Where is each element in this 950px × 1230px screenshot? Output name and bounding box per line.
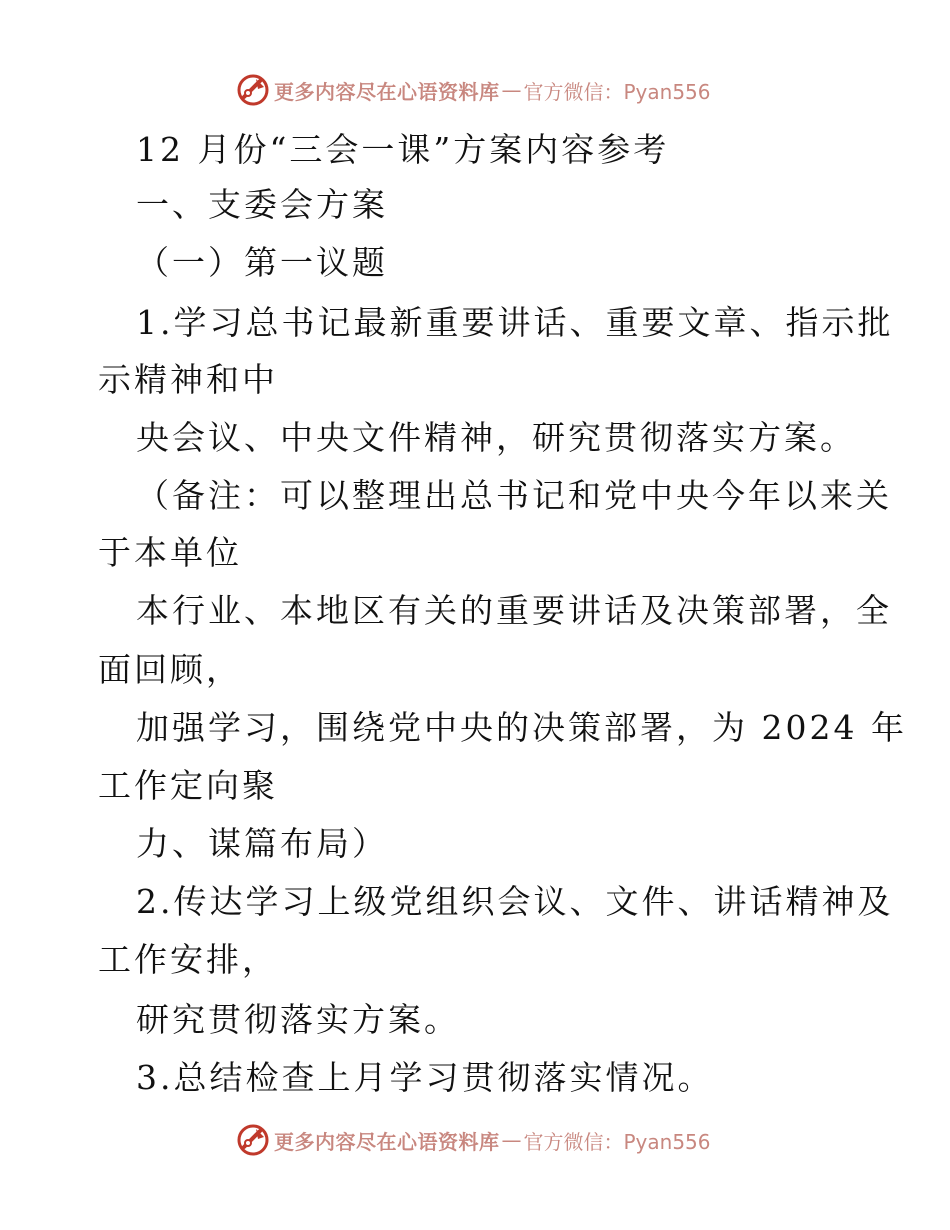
paragraph-line: 研究贯彻落实方案。: [136, 1000, 460, 1039]
paragraph-line: 示精神和中: [98, 360, 278, 399]
watermark-separator: —: [501, 1128, 522, 1152]
paragraph-line: 面回顾，: [98, 650, 242, 689]
paragraph-line: 工作安排，: [98, 940, 278, 979]
paragraph-line: 工作定向聚: [98, 766, 278, 805]
paragraph-line: 3.总结检查上月学习贯彻落实情况。: [136, 1058, 714, 1097]
document-title: 12 月份“三会一课”方案内容参考: [136, 130, 670, 169]
header-watermark-banner: [236, 73, 711, 107]
watermark-separator: —: [501, 78, 522, 102]
paragraph-line: 于本单位: [98, 533, 242, 572]
logo-icon: [236, 1123, 270, 1157]
logo-icon: [236, 73, 270, 107]
paragraph-line: 央会议、中央文件精神，研究贯彻落实方案。: [136, 418, 856, 457]
paragraph-line: 加强学习，围绕党中央的决策部署，为 2024 年: [136, 708, 907, 747]
paragraph-line: 力、谋篇布局）: [136, 824, 388, 863]
section-heading: 一、支委会方案: [136, 185, 388, 224]
paragraph-line: 1.学习总书记最新重要讲话、重要文章、指示批: [136, 303, 894, 342]
watermark-text: 更多内容尽在心语资料库: [274, 1129, 500, 1154]
footer-watermark-banner: [236, 1123, 711, 1157]
paragraph-line: 2.传达学习上级党组织会议、文件、讲话精神及: [136, 882, 894, 921]
subsection-heading: （一）第一议题: [136, 243, 388, 282]
watermark-account: 官方微信：Pyan556: [523, 1129, 711, 1154]
paragraph-line: （备注：可以整理出总书记和党中央今年以来关: [136, 476, 892, 515]
watermark-account: 官方微信：Pyan556: [523, 79, 711, 104]
paragraph-line: 本行业、本地区有关的重要讲话及决策部署，全: [136, 591, 892, 630]
watermark-text: 更多内容尽在心语资料库: [274, 79, 500, 104]
